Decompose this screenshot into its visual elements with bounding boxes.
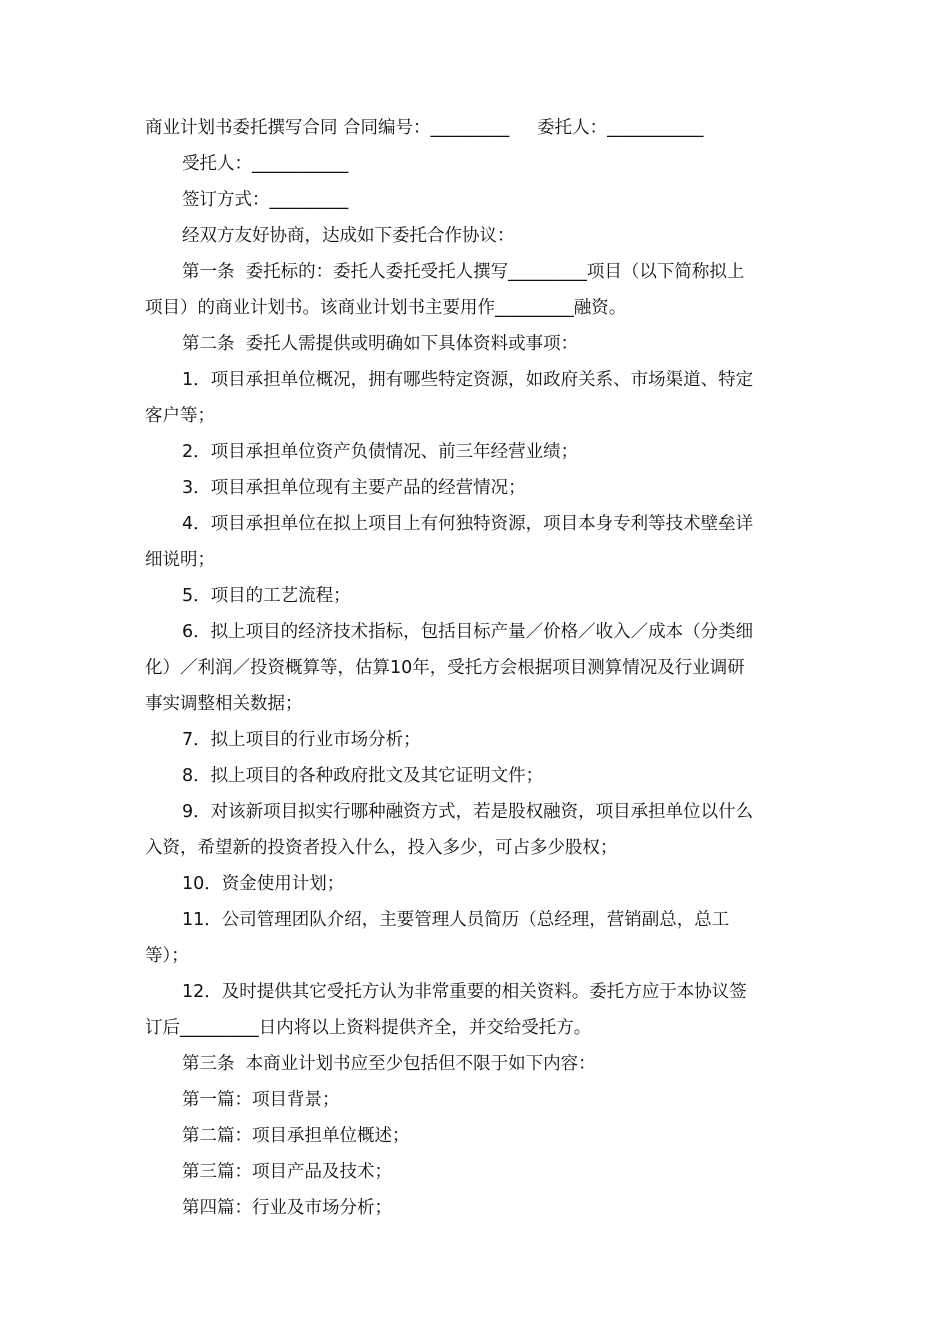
text-line: 经双方友好协商，达成如下委托合作协议：: [182, 226, 515, 246]
text-line: 入资，希望新的投资者投入什么，投入多少，可占多少股权；: [145, 838, 618, 858]
text-line: 10．资金使用计划；: [182, 874, 345, 894]
text-line: 第四篇：行业及市场分析；: [182, 1198, 392, 1218]
text-line: 客户等；: [145, 406, 215, 426]
text-line: 第一条 委托标的：委托人委托受托人撰写_________项目（以下简称拟上: [182, 262, 745, 282]
text-line: 签订方式：_________: [182, 190, 349, 210]
text-line: 5．项目的工艺流程；: [182, 586, 351, 606]
text-line: 受托人：___________: [182, 154, 349, 174]
text-line: 等）；: [145, 946, 189, 966]
contract-document: [145, 110, 805, 1226]
text-line: 2．项目承担单位资产负债情况、前三年经营业绩；: [182, 442, 579, 462]
text-line: 第二条 委托人需提供或明确如下具体资料或事项：: [182, 334, 579, 354]
text-line: 1．项目承担单位概况，拥有哪些特定资源，如政府关系、市场渠道、特定: [182, 370, 754, 390]
text-line: 化）／利润／投资概算等，估算10年，受托方会根据项目测算情况及行业调研: [145, 658, 745, 678]
text-line: 第二篇：项目承担单位概述；: [182, 1126, 410, 1146]
text-line: 8．拟上项目的各种政府批文及其它证明文件；: [182, 766, 544, 786]
text-line: 项目）的商业计划书。该商业计划书主要用作_________融资。: [145, 298, 627, 318]
text-line: 12．及时提供其它受托方认为非常重要的相关资料。委托方应于本协议签: [182, 982, 747, 1002]
text-line: 6．拟上项目的经济技术指标，包括目标产量／价格／收入／成本（分类细: [182, 622, 754, 642]
text-line: 7．拟上项目的行业市场分析；: [182, 730, 421, 750]
text-line: 第三条 本商业计划书应至少包括但不限于如下内容：: [182, 1054, 596, 1074]
text-line: 9．对该新项目拟实行哪种融资方式，若是股权融资，项目承担单位以什么: [182, 802, 754, 822]
text-line: 订后_________日内将以上资料提供齐全，并交给受托方。: [145, 1018, 592, 1038]
text-line: 第一篇：项目背景；: [182, 1090, 340, 1110]
text-line: 细说明；: [145, 550, 215, 570]
text-line: 商业计划书委托撰写合同 合同编号：_________ 委托人：___________: [145, 118, 704, 138]
text-line: 事实调整相关数据；: [145, 694, 303, 714]
text-line: 第三篇：项目产品及技术；: [182, 1162, 392, 1182]
text-line: 4．项目承担单位在拟上项目上有何独特资源，项目本身专利等技术壁垒详: [182, 514, 754, 534]
text-line: 3．项目承担单位现有主要产品的经营情况；: [182, 478, 526, 498]
text-line: 11．公司管理团队介绍，主要管理人员简历（总经理，营销副总，总工: [182, 910, 730, 930]
